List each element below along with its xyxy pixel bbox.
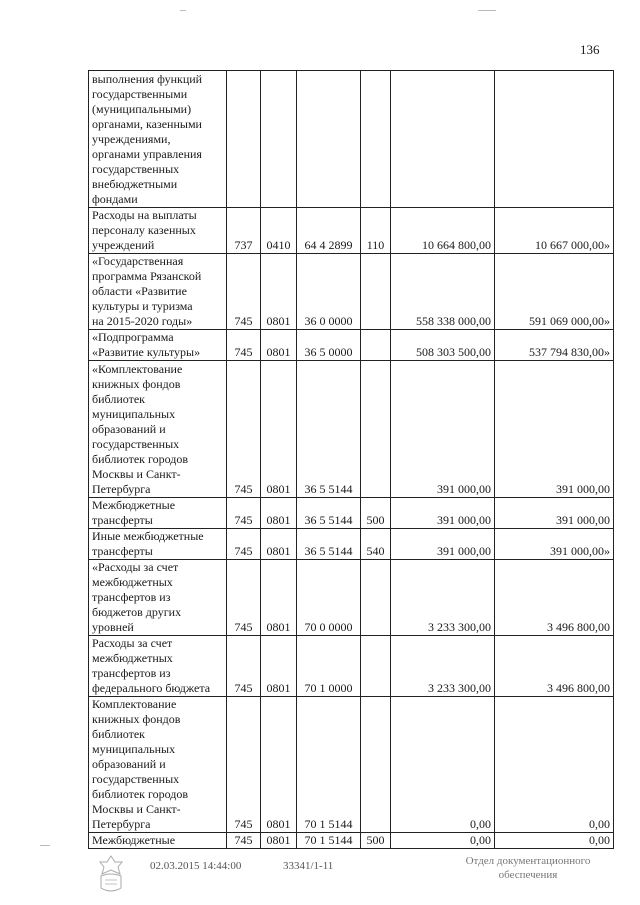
- section-code: [261, 71, 297, 208]
- ministry-code: 745: [227, 560, 261, 636]
- table-row: [89, 208, 614, 254]
- article-code: 36 5 5144: [297, 529, 361, 560]
- amount-2016: 0,00: [495, 833, 614, 849]
- amount-2015: 3 233 300,00: [391, 560, 495, 636]
- ministry-code: 737: [227, 208, 261, 254]
- amount-2015: [391, 71, 495, 208]
- amount-2015: 10 664 800,00: [391, 208, 495, 254]
- amount-2015: 508 303 500,00: [391, 330, 495, 361]
- expense-type-code: [361, 636, 391, 697]
- page-footer: [0, 848, 640, 898]
- article-code: 36 5 0000: [297, 330, 361, 361]
- amount-2016: 391 000,00: [495, 361, 614, 498]
- expense-type-code: [361, 560, 391, 636]
- row-description: Межбюджетные: [89, 833, 227, 849]
- row-description: «Государственная программа Рязанской области «Развитие культуры и туризма на 2015-2020 годы»: [89, 254, 227, 330]
- row-description: Расходы за счет межбюджетных трансфертов из федерального бюджета: [89, 636, 227, 697]
- amount-2016: 591 069 000,00»: [495, 254, 614, 330]
- article-code: 70 0 0000: [297, 560, 361, 636]
- section-code: 0801: [261, 560, 297, 636]
- amount-2016: 391 000,00: [495, 498, 614, 529]
- table-row: [89, 636, 614, 697]
- section-code: 0801: [261, 361, 297, 498]
- article-code: 70 1 0000: [297, 636, 361, 697]
- footer-document-code: 33341/1-11: [283, 860, 334, 872]
- article-code: 70 1 5144: [297, 697, 361, 833]
- article-code: 70 1 5144: [297, 833, 361, 849]
- amount-2015: 0,00: [391, 697, 495, 833]
- row-description: «Расходы за счет межбюджетных трансфертов из бюджетов других уровней: [89, 560, 227, 636]
- row-description: выполнения функций государственными (муниципальными) органами, казенными учреждениями, органами управления государственных внебюджетными фондами: [89, 71, 227, 208]
- amount-2015: 3 233 300,00: [391, 636, 495, 697]
- table-row: [89, 697, 614, 833]
- department-stamp-line: обеспечения: [498, 869, 558, 881]
- expense-type-code: [361, 361, 391, 498]
- amount-2015: 391 000,00: [391, 498, 495, 529]
- section-code: 0801: [261, 529, 297, 560]
- expense-type-code: [361, 697, 391, 833]
- row-description: Межбюджетные трансферты: [89, 498, 227, 529]
- table-row: [89, 498, 614, 529]
- expense-type-code: [361, 254, 391, 330]
- ministry-code: [227, 71, 261, 208]
- table-row: [89, 361, 614, 498]
- amount-2016: 3 496 800,00: [495, 636, 614, 697]
- coat-of-arms-seal-icon: [94, 854, 128, 894]
- table-row: [89, 560, 614, 636]
- amount-2016: 10 667 000,00»: [495, 208, 614, 254]
- amount-2015: 391 000,00: [391, 529, 495, 560]
- article-code: [297, 71, 361, 208]
- section-code: 0410: [261, 208, 297, 254]
- table-row: [89, 529, 614, 560]
- section-code: 0801: [261, 833, 297, 849]
- section-code: 0801: [261, 636, 297, 697]
- expense-type-code: 500: [361, 833, 391, 849]
- table-row: [89, 833, 614, 849]
- amount-2015: 391 000,00: [391, 361, 495, 498]
- ministry-code: 745: [227, 636, 261, 697]
- ministry-code: 745: [227, 833, 261, 849]
- amount-2016: 391 000,00»: [495, 529, 614, 560]
- row-description: Иные межбюджетные трансферты: [89, 529, 227, 560]
- scan-artifact: [180, 10, 186, 11]
- ministry-code: 745: [227, 330, 261, 361]
- scan-artifact: [478, 10, 496, 11]
- ministry-code: 745: [227, 254, 261, 330]
- article-code: 36 5 5144: [297, 498, 361, 529]
- department-stamp: [448, 854, 608, 882]
- article-code: 64 4 2899: [297, 208, 361, 254]
- ministry-code: 745: [227, 361, 261, 498]
- section-code: 0801: [261, 498, 297, 529]
- budget-table: [88, 70, 614, 849]
- amount-2016: 0,00: [495, 697, 614, 833]
- amount-2016: 537 794 830,00»: [495, 330, 614, 361]
- expense-type-code: [361, 71, 391, 208]
- amount-2015: 558 338 000,00: [391, 254, 495, 330]
- department-stamp-line: Отдел документационного: [465, 855, 591, 867]
- amount-2016: 3 496 800,00: [495, 560, 614, 636]
- footer-timestamp: 02.03.2015 14:44:00: [150, 860, 242, 872]
- row-description: «Комплектование книжных фондов библиотек муниципальных образований и государственных библиотек городов Москвы и Санкт- Петербурга: [89, 361, 227, 498]
- expense-type-code: 540: [361, 529, 391, 560]
- article-code: 36 5 5144: [297, 361, 361, 498]
- ministry-code: 745: [227, 498, 261, 529]
- amount-2015: 0,00: [391, 833, 495, 849]
- page-number: 136: [580, 42, 600, 57]
- table-row: [89, 330, 614, 361]
- section-code: 0801: [261, 697, 297, 833]
- expense-type-code: 110: [361, 208, 391, 254]
- table-row: [89, 254, 614, 330]
- ministry-code: 745: [227, 529, 261, 560]
- ministry-code: 745: [227, 697, 261, 833]
- row-description: Комплектование книжных фондов библиотек муниципальных образований и государственных библиотек городов Москвы и Санкт- Петербурга: [89, 697, 227, 833]
- expense-type-code: 500: [361, 498, 391, 529]
- scan-artifact: [40, 845, 50, 846]
- section-code: 0801: [261, 254, 297, 330]
- amount-2016: [495, 71, 614, 208]
- row-description: Расходы на выплаты персоналу казенных учреждений: [89, 208, 227, 254]
- article-code: 36 0 0000: [297, 254, 361, 330]
- table-row: [89, 71, 614, 208]
- row-description: «Подпрограмма «Развитие культуры»: [89, 330, 227, 361]
- expense-type-code: [361, 330, 391, 361]
- section-code: 0801: [261, 330, 297, 361]
